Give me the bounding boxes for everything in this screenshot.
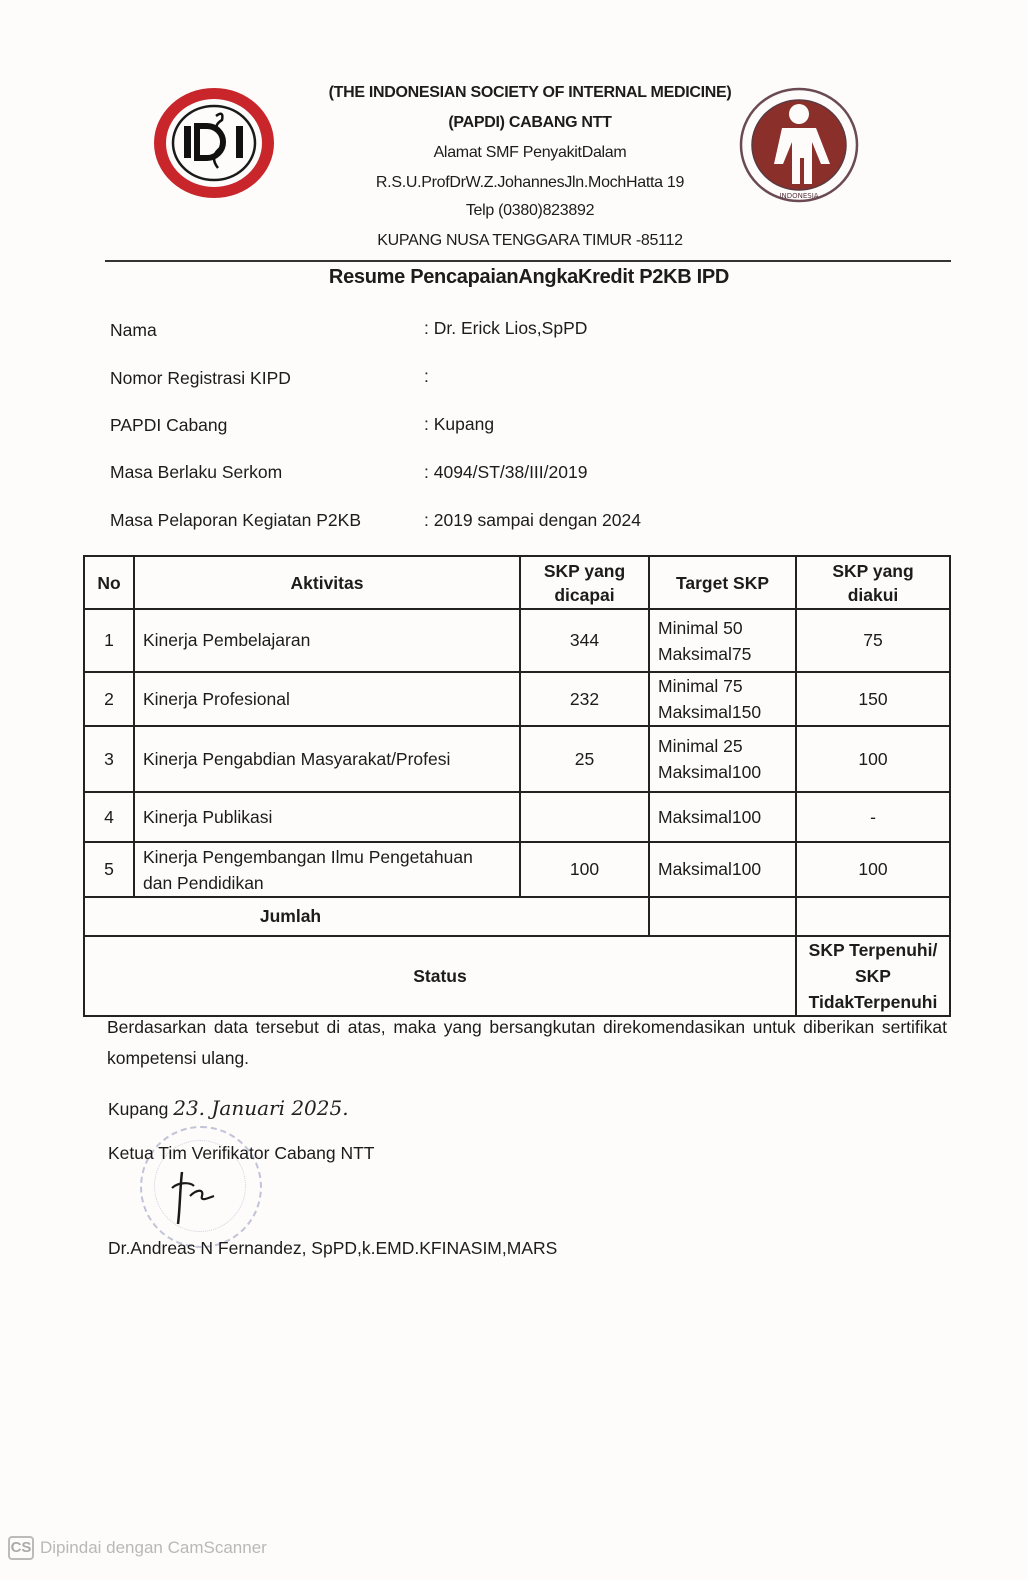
cell-target-skp [649,672,796,726]
cell-aktivitas: Kinerja Profesional [134,672,520,726]
info-value-nama: : Dr. Erick Lios,SpPD [424,318,588,338]
signature-role: Ketua Tim Verifikator Cabang NTT [108,1143,375,1163]
cell-skp-dicapai [520,792,649,842]
header-skp-dicapai-line1: SKP yang [543,560,626,581]
table-row [84,609,950,672]
target-min: Minimal 75 [658,676,743,696]
jumlah-label: Jumlah [84,897,649,936]
target-max: Maksimal100 [658,762,762,782]
letterhead-divider [105,260,951,262]
cell-target-skp [649,726,796,792]
cell-aktivitas: Kinerja Publikasi [134,792,520,842]
cell-aktivitas: Kinerja Pembelajaran [134,609,520,672]
cell-skp-dicapai: 25 [520,726,649,792]
table-row [84,842,950,897]
info-label-nomor-registrasi: Nomor Registrasi KIPD [110,368,291,388]
cell-no: 5 [84,842,134,897]
table-row [84,672,950,726]
cell-target-skp [649,609,796,672]
jumlah-diakui [796,897,950,936]
letterhead-branch: (PAPDI) CABANG NTT [448,114,612,131]
status-value [796,936,950,1016]
document-title: Resume PencapaianAngkaKredit P2KB IPD [328,266,730,288]
cell-skp-diakui: 75 [796,609,950,672]
cell-skp-dicapai: 232 [520,672,649,726]
camscanner-watermark [8,1536,267,1560]
cell-target-skp: Maksimal100 [649,842,796,897]
target-min: Minimal 25 [658,736,743,756]
idi-logo-icon [152,86,276,200]
camscanner-logo-icon: CS [8,1536,34,1560]
status-row [84,936,950,1016]
cell-target-skp: Maksimal100 [649,792,796,842]
signature-place: Kupang [108,1099,169,1119]
target-min: Minimal 50 [658,617,743,638]
signatory-name: Dr.Andreas N Fernandez, SpPD,k.EMD.KFINASIM,MARS [108,1238,558,1258]
status-value-line3: TidakTerpenuhi [808,992,938,1012]
header-aktivitas: Aktivitas [134,556,520,609]
cell-aktivitas: Kinerja Pengabdian Masyarakat/Profesi [134,726,520,792]
aktivitas-line2: dan Pendidikan [143,872,264,893]
handwritten-date: 23. Januari 2025. [173,1096,349,1120]
status-value-line2: SKP [855,966,891,986]
table-header-row [84,556,950,609]
cell-skp-diakui: 150 [796,672,950,726]
cell-skp-diakui: 100 [796,726,950,792]
jumlah-row [84,897,950,936]
header-target-skp: Target SKP [649,556,796,609]
skp-table [83,555,949,1014]
info-value-papdi-cabang: : Kupang [424,414,495,434]
target-max: Maksimal150 [658,702,762,722]
letterhead-address-2: R.S.U.ProfDrW.Z.JohannesJln.MochHatta 19 [375,174,685,191]
table-row [84,726,950,792]
jumlah-target [649,897,796,936]
signature-icon [168,1168,238,1228]
info-label-masa-berlaku: Masa Berlaku Serkom [110,462,283,482]
recommendation-paragraph: Berdasarkan data tersebut di atas, maka yang bersangkutan direkomendasikan untuk diberikan sertifikat kompetensi ulang. [107,1017,947,1068]
letterhead-address-1: Alamat SMF PenyakitDalam [433,144,627,161]
info-label-masa-pelaporan: Masa Pelaporan Kegiatan P2KB [110,510,361,530]
cell-skp-diakui: - [796,792,950,842]
info-value-masa-berlaku: : 4094/ST/38/III/2019 [424,462,588,482]
cell-no: 3 [84,726,134,792]
table-row [84,792,950,842]
header-skp-diakui: SKP yang diakui [796,556,950,609]
svg-text:INDONESIA: INDONESIA [779,192,819,200]
letterhead-city: KUPANG NUSA TENGGARA TIMUR -85112 [377,232,683,249]
info-value-nomor-registrasi: : [424,366,429,386]
cell-skp-dicapai: 100 [520,842,649,897]
target-max: Maksimal75 [658,643,752,664]
letterhead-org-name: (THE INDONESIAN SOCIETY OF INTERNAL MEDICINE) [328,84,732,101]
cell-no: 4 [84,792,134,842]
header-skp-dicapai [520,556,649,609]
camscanner-text: Dipindai dengan CamScanner [40,1538,267,1557]
signature-date-line [108,1096,349,1120]
info-label-nama: Nama [110,320,157,340]
cell-aktivitas [134,842,520,897]
info-label-papdi-cabang: PAPDI Cabang [110,415,228,435]
header-skp-dicapai-line2: dicapai [554,584,615,605]
status-value-line1: SKP Terpenuhi/ [808,940,938,960]
status-label: Status [84,936,796,1016]
aktivitas-line1: Kinerja Pengembangan Ilmu Pengetahuan [143,846,473,867]
letterhead-phone: Telp (0380)823892 [465,202,595,219]
cell-no: 2 [84,672,134,726]
header-no: No [84,556,134,609]
cell-skp-diakui: 100 [796,842,950,897]
cell-no: 1 [84,609,134,672]
cell-skp-dicapai: 344 [520,609,649,672]
info-value-masa-pelaporan: : 2019 sampai dengan 2024 [424,510,641,530]
